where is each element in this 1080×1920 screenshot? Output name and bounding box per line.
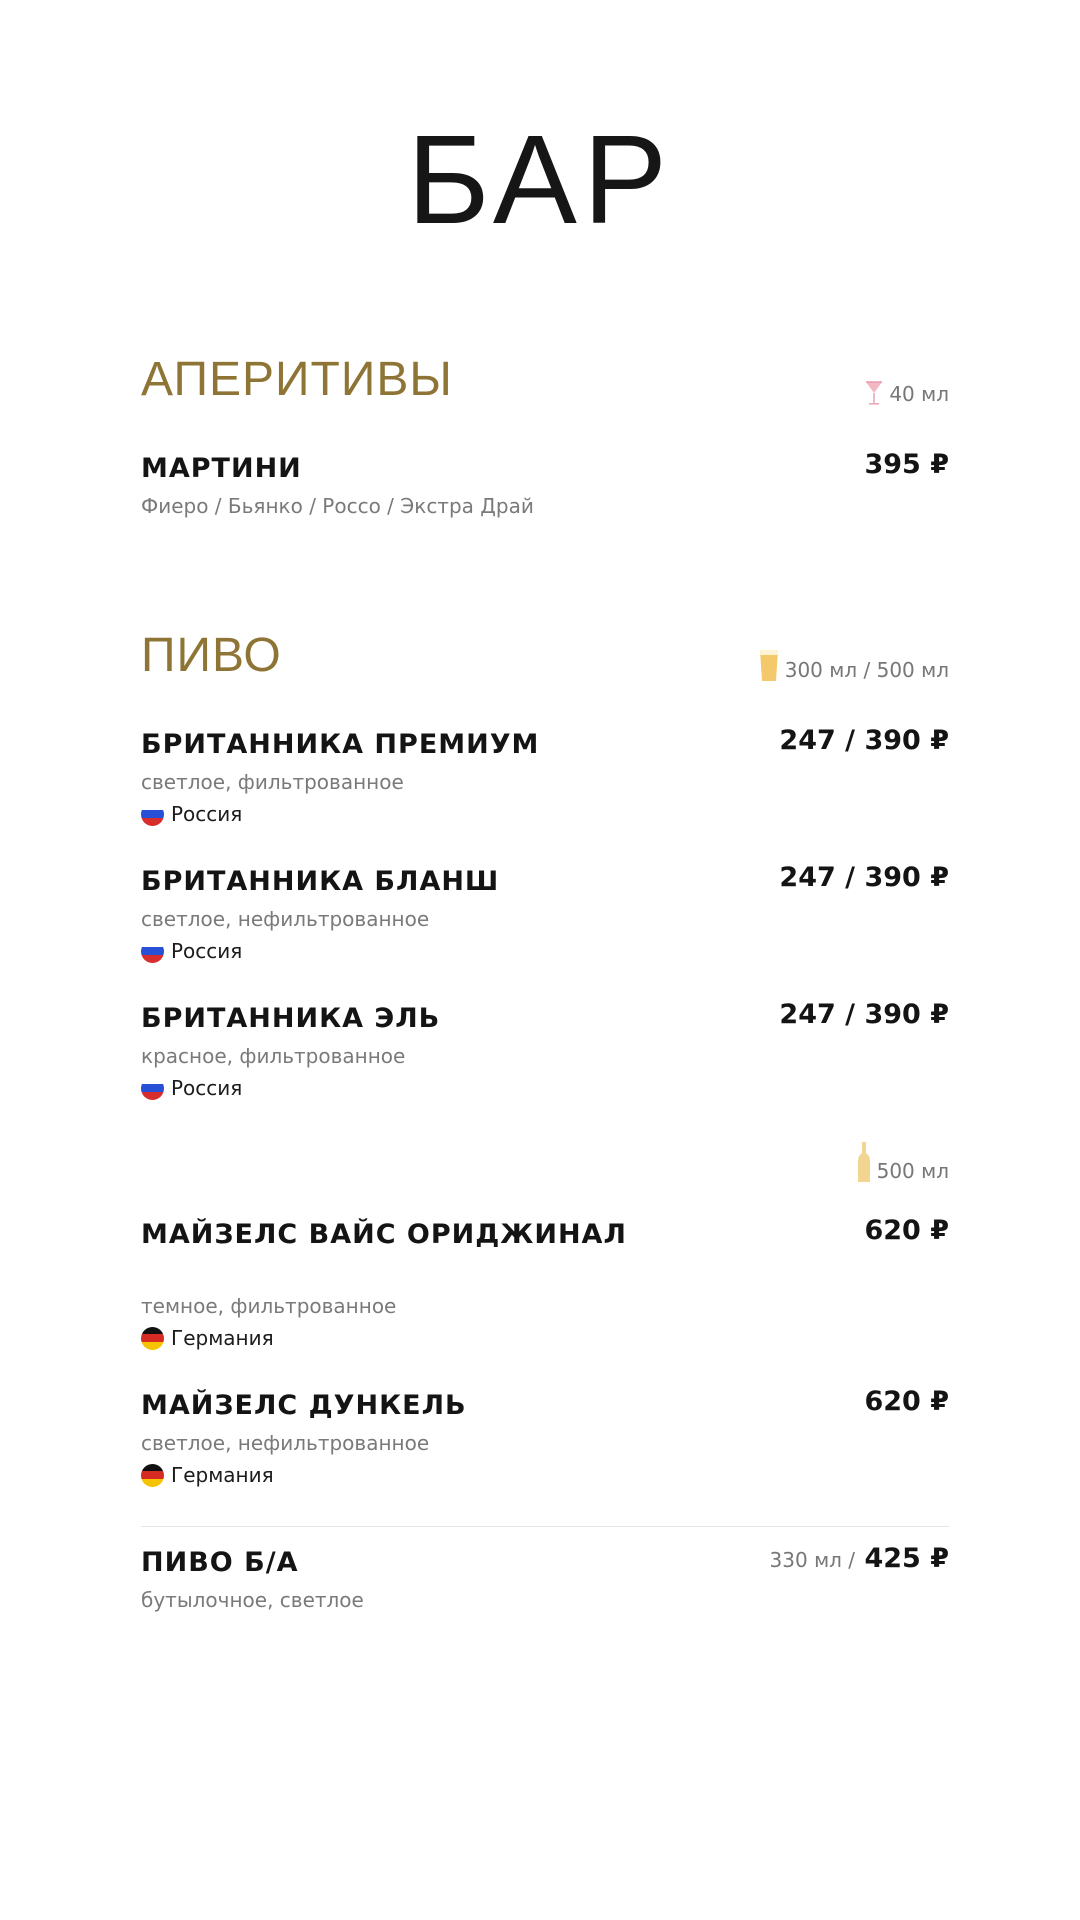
divider: [141, 1526, 949, 1527]
item-description-maisels-weisse-original: темное, фильтрованное: [141, 1294, 397, 1318]
item-name-britannica-blanche: БРИТАННИКА БЛАНШ: [141, 866, 500, 897]
germany-flag-icon: [141, 1464, 164, 1487]
item-description-britannica-ale: красное, фильтрованное: [141, 1044, 406, 1068]
item-name-britannica-premium: БРИТАННИКА ПРЕМИУМ: [141, 729, 540, 760]
aperitifs-volume: 40 мл: [865, 376, 949, 406]
page-title: БАР: [406, 109, 673, 250]
item-price-britannica-premium: 247 / 390 ₽: [779, 725, 949, 756]
item-country-britannica-blanche: Россия: [141, 938, 242, 964]
item-price-britannica-ale: 247 / 390 ₽: [779, 999, 949, 1030]
beer-bottle-icon: [857, 1141, 871, 1183]
item-price-martini: 395 ₽: [864, 449, 949, 480]
item-price-maisels-weisse-original: 620 ₽: [864, 1215, 949, 1246]
beer-volume: 300 мл / 500 мл: [759, 652, 949, 682]
section-title-aperitifs: АПЕРИТИВЫ: [141, 353, 453, 406]
item-country-maisels-dunkel: Германия: [141, 1462, 274, 1488]
russia-flag-icon: [141, 940, 164, 963]
item-price-value-non-alcoholic-beer: 425 ₽: [864, 1543, 949, 1574]
russia-flag-icon: [141, 803, 164, 826]
item-description-maisels-dunkel: светлое, нефильтрованное: [141, 1431, 430, 1455]
bottle-volume: 500 мл: [857, 1153, 949, 1183]
item-price-britannica-blanche: 247 / 390 ₽: [779, 862, 949, 893]
item-name-maisels-weisse-original: МАЙЗЕЛС ВАЙС ОРИДЖИНАЛ: [141, 1219, 627, 1250]
martini-glass-icon: [865, 380, 883, 406]
item-name-maisels-dunkel: МАЙЗЕЛС ДУНКЕЛЬ: [141, 1390, 467, 1421]
item-name-britannica-ale: БРИТАННИКА ЭЛЬ: [141, 1003, 441, 1034]
section-title-beer: ПИВО: [141, 629, 282, 682]
beer-glass-icon: [759, 648, 779, 682]
item-description-britannica-premium: светлое, фильтрованное: [141, 770, 404, 794]
item-price-non-alcoholic-beer: [770, 1542, 949, 1577]
item-description-britannica-blanche: светлое, нефильтрованное: [141, 907, 430, 931]
item-name-non-alcoholic-beer: ПИВО Б/А: [141, 1547, 299, 1578]
item-description-non-alcoholic-beer: бутылочное, светлое: [141, 1588, 364, 1612]
item-country-maisels-weisse-original: Германия: [141, 1325, 274, 1351]
russia-flag-icon: [141, 1077, 164, 1100]
item-country-britannica-ale: Россия: [141, 1075, 242, 1101]
item-description-martini: Фиеро / Бьянко / Россо / Экстра Драй: [141, 494, 534, 518]
item-price-maisels-dunkel: 620 ₽: [864, 1386, 949, 1417]
item-volume-non-alcoholic-beer: 330 мл /: [769, 1548, 856, 1572]
item-name-martini: МАРТИНИ: [141, 453, 302, 484]
item-country-britannica-premium: Россия: [141, 801, 242, 827]
germany-flag-icon: [141, 1327, 164, 1350]
